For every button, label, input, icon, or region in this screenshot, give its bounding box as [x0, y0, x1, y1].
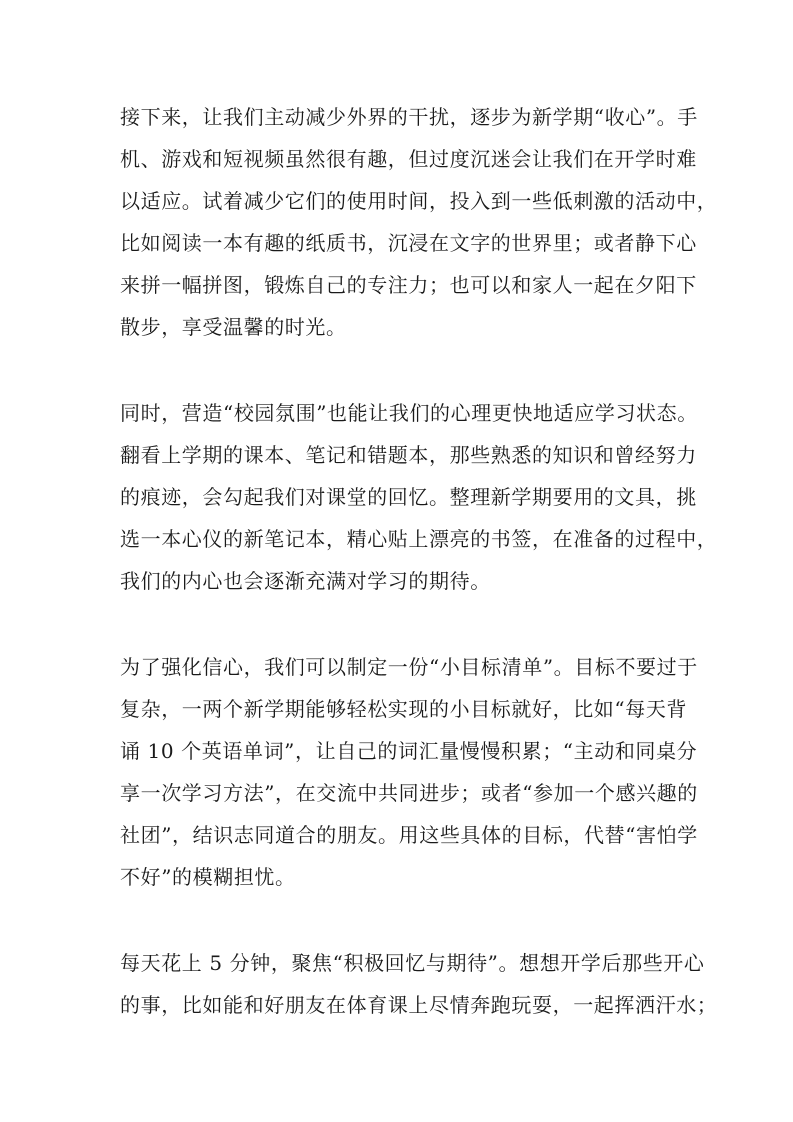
paragraph-small-goals [120, 646, 698, 898]
text-line: 散步，享受温馨的时光。 [120, 315, 347, 339]
text-line: 社团”，结识志同道合的朋友。用这些具体的目标，代替“害怕学 [120, 823, 698, 847]
text-line: 同时，营造“校园氛围”也能让我们的心理更快地适应学习状态。 [120, 401, 698, 425]
paragraph-positive-memories [120, 942, 718, 1026]
text-line: 我们的内心也会逐渐充满对学习的期待。 [120, 569, 491, 593]
paragraph-reduce-distractions [120, 96, 718, 348]
text-line: 机、游戏和短视频虽然很有趣，但过度沉迷会让我们在开学时难 [120, 147, 697, 171]
text-line: 每天花上 5 分钟，聚焦“积极回忆与期待”。想想开学后那些开心 [120, 951, 705, 975]
text-line: 的事，比如能和好朋友在体育课上尽情奔跑玩耍，一起挥洒汗水； [120, 993, 718, 1017]
text-line: 以适应。试着减少它们的使用时间，投入到一些低刺激的活动中， [120, 189, 718, 213]
paragraph-campus-atmosphere [120, 392, 718, 602]
text-line: 不好”的模糊担忧。 [120, 865, 296, 889]
text-line: 翻看上学期的课本、笔记和错题本，那些熟悉的知识和曾经努力 [120, 443, 697, 467]
document-page [120, 96, 718, 1070]
text-line: 接下来，让我们主动减少外界的干扰，逐步为新学期“收心”。手 [120, 105, 698, 129]
text-line: 来拼一幅拼图，锻炼自己的专注力；也可以和家人一起在夕阳下 [120, 273, 697, 297]
text-line: 复杂，一两个新学期能够轻松实现的小目标就好，比如“每天背 [120, 697, 688, 721]
text-line: 诵 10 个英语单词”，让自己的词汇量慢慢积累；“主动和同桌分 [120, 739, 698, 763]
text-line: 比如阅读一本有趣的纸质书，沉浸在文字的世界里；或者静下心 [120, 231, 697, 255]
text-line: 的痕迹，会勾起我们对课堂的回忆。整理新学期要用的文具，挑 [120, 485, 697, 509]
text-line: 为了强化信心，我们可以制定一份“小目标清单”。目标不要过于 [120, 655, 698, 679]
text-line: 选一本心仪的新笔记本，精心贴上漂亮的书签，在准备的过程中， [120, 527, 718, 551]
text-line: 享一次学习方法”，在交流中共同进步；或者“参加一个感兴趣的 [120, 781, 698, 805]
